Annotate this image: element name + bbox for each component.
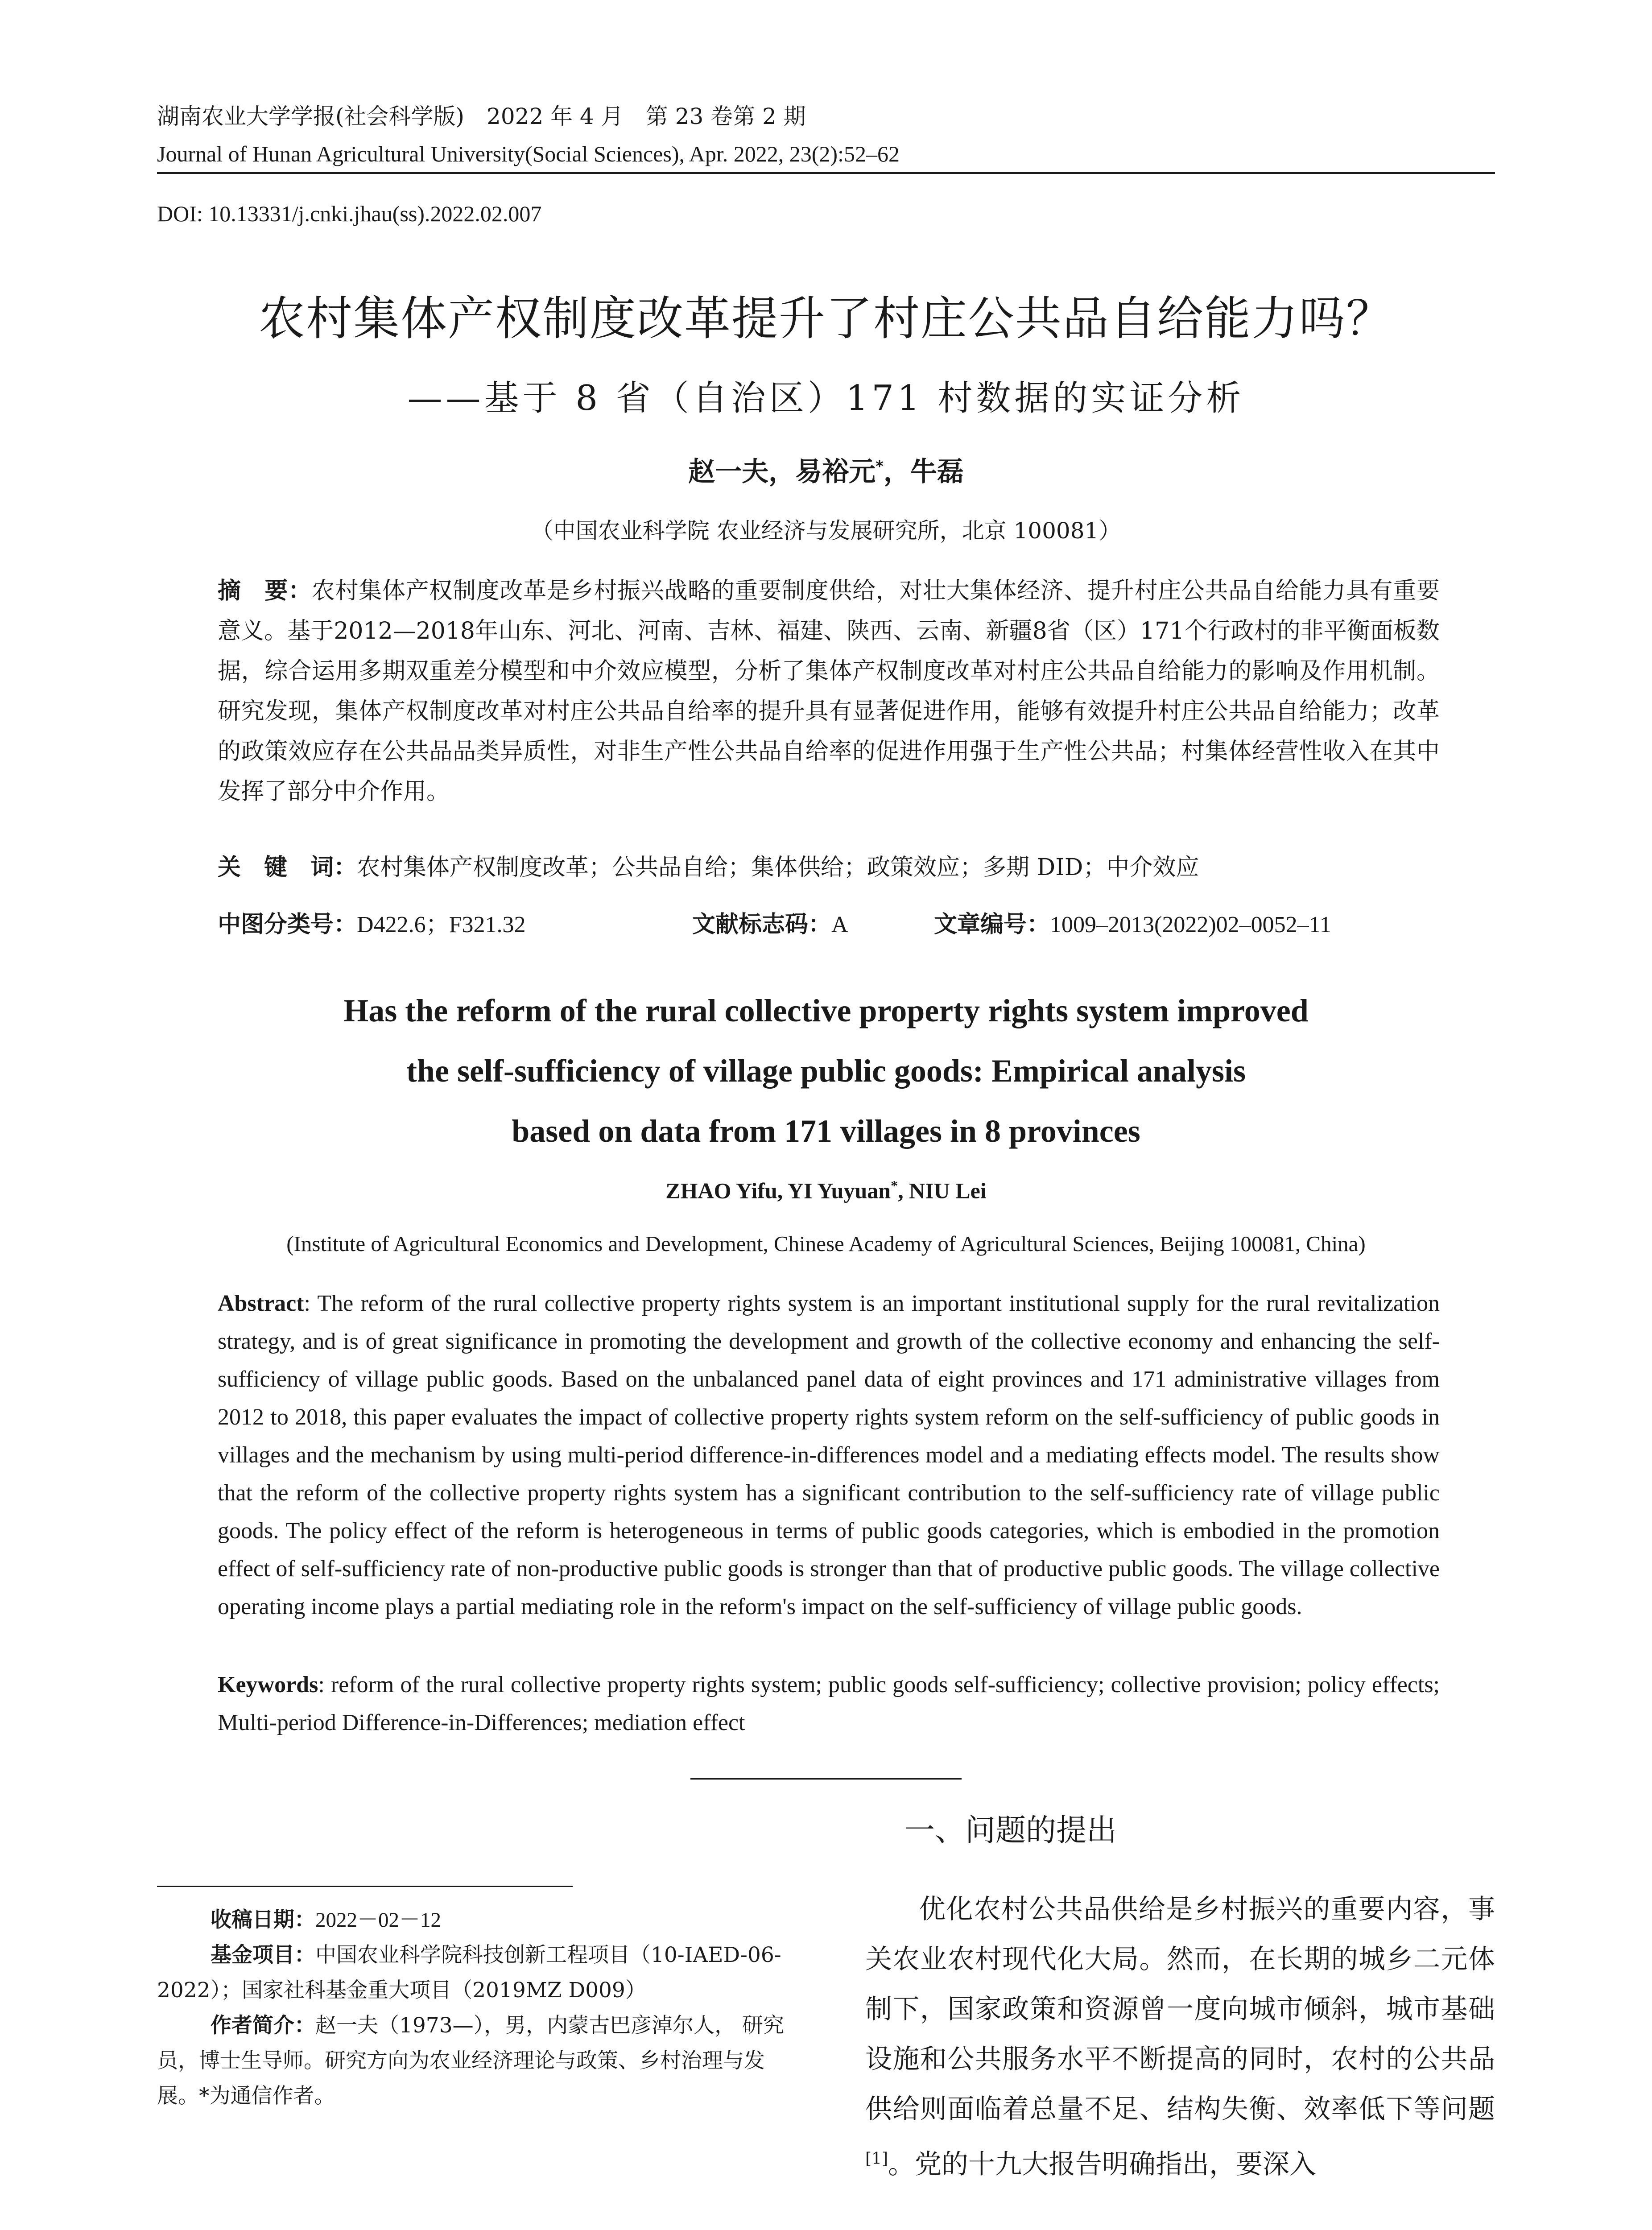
footnote-fund [157,1937,795,2008]
abstract-en-text: : The reform of the rural collective property rights system is an important institutional supply for the rural revitalization strategy, and is of great significance in promoting the development and growth of the collective economy and enhancing the self-sufficiency of village public goods. Based on the unbalanced panel data of eight provinces and 171 administrative villages from 2012 to 2018, this paper evaluates the impact of collective property rights system reform on the self-sufficiency of public goods in villages and the mechanism by using multi-period difference-in-differences model and a mediating effects model. The results show that the reform of the collective property rights system has a significant contribution to the self-sufficiency rate of village public goods. The policy effect of the reform is heterogeneous in terms of public goods categories, which is embodied in the promotion effect of self-sufficiency rate of non-productive public goods is stronger than that of productive public goods. The village collective operating income plays a partial mediating role in the reform's impact on the self-sufficiency of village public goods. [218,1291,1440,1619]
journal-header-en: Journal of Hunan Agricultural University(Social Sciences), Apr. 2022, 23(2):52–62 [157,141,900,166]
abstract-cn-label: 摘 要： [218,578,312,604]
keywords-cn-text: 农村集体产权制度改革；公共品自给；集体供给；政策效应；多期 DID；中介效应 [357,854,1199,881]
received-label: 收稿日期： [211,1908,315,1932]
affiliation-cn: （中国农业科学院 农业经济与发展研究所，北京 100081） [531,518,1121,544]
bio-value: 赵一夫（1973—），男，内蒙古巴彦淖尔人， 研究员，博士生导师。研究方向为农业经济理论与政策、乡村治理与发展。*为通信作者。 [157,2013,785,2108]
article-number-label: 文章编号： [934,911,1050,938]
bio-label: 作者简介： [211,2013,315,2038]
clc-value: D422.6；F321.32 [357,912,526,937]
header-rule [157,172,1495,174]
paper-title-en-line-2: the self-sufficiency of village public goods: Empirical analysis [406,1053,1246,1089]
fund-value: 中国农业科学院科技创新工程项目（10-IAED-06-2022）；国家社科基金重大项目（2019MZ D009） [157,1943,781,2003]
abstract-cn [218,571,1440,812]
keywords-cn [218,847,1440,888]
body-paragraph-tail: 。党的十九大报告明确指出，要深入 [888,2149,1316,2180]
doi: DOI: 10.13331/j.cnki.jhau(ss).2022.02.007 [157,201,542,226]
affiliation-en: (Institute of Agricultural Economics and Development, Chinese Academy of Agricultural Sciences, Beijing 100081, China) [286,1231,1366,1256]
document-code-label: 文献标志码： [692,911,832,938]
paper-title-en-line-1: Has the reform of the rural collective property rights system improved [343,993,1309,1028]
keywords-en [218,1666,1440,1742]
body-paragraph-text: 优化农村公共品供给是乡村振兴的重要内容，事关农业农村现代化大局。然而，在长期的城乡二元体制下，国家政策和资源曾一度向城市倾斜，城市基础设施和公共服务水平不断提高的同时，农村的公共品供给则面临着总量不足、结构失衡、效率低下等问题 [865,1894,1495,2125]
authors-cn-star: * [876,458,884,475]
paper-title-cn: 农村集体产权制度改革提升了村庄公共品自给能力吗？ [258,291,1393,346]
authors-en-star: * [891,1177,898,1193]
section-heading: 一、问题的提出 [904,1813,1117,1848]
abstract-cn-text: 农村集体产权制度改革是乡村振兴战略的重要制度供给，对壮大集体经济、提升村庄公共品自给能力具有重要意义。基于2012—2018年山东、河北、河南、吉林、福建、陕西、云南、新疆8省（区）171个行政村的非平衡面板数据，综合运用多期双重差分模型和中介效应模型，分析了集体产权制度改革对村庄公共品自给能力的影响及作用机制。研究发现，集体产权制度改革对村庄公共品自给率的提升具有显著促进作用，能够有效提升村庄公共品自给能力；改革的政策效应存在公共品品类异质性，对非生产性公共品自给率的促进作用强于生产性公共品；村集体经营性收入在其中发挥了部分中介作用。 [218,578,1440,805]
authors-en [0,1177,1652,1204]
keywords-en-label: Keywords [218,1672,318,1697]
received-value: 2022－02－12 [315,1908,441,1932]
footnote-rule [157,1886,573,1887]
keywords-en-text: : reform of the rural collective property rights system; public goods self-sufficiency; collective provision; policy effects; Multi-period Difference-in-Differences; mediation effect [218,1672,1440,1735]
authors-en-tail: , NIU Lei [898,1178,987,1203]
body-paragraph [865,1884,1495,2189]
authors-en-main: ZHAO Yifu, YI Yuyuan [665,1178,891,1203]
authors-cn-main: 赵一夫，易裕元 [688,456,876,487]
abstract-separator-rule [690,1778,962,1780]
fund-label: 基金项目： [211,1943,315,1967]
clc-number [218,905,526,941]
paper-title-en-line-3: based on data from 171 villages in 8 provinces [512,1113,1140,1149]
authors-cn-tail: ，牛磊 [883,456,964,487]
paper-subtitle-cn: ——基于 8 省（自治区）171 村数据的实证分析 [407,378,1245,418]
journal-header-cn: 湖南农业大学学报(社会科学版) 2022 年 4 月 第 23 卷第 2 期 [157,103,806,129]
footnote-author-bio [157,2008,795,2114]
citation-ref: [1] [865,2150,888,2168]
footnote-received [157,1902,795,1938]
abstract-en-label: Abstract [218,1291,304,1316]
abstract-en [218,1284,1440,1626]
document-code-value: A [831,912,848,937]
document-code [692,905,848,941]
authors-cn [0,450,1652,489]
article-number [934,905,1331,941]
article-number-value: 1009–2013(2022)02–0052–11 [1050,912,1331,937]
keywords-cn-label: 关 键 词： [218,854,357,881]
clc-label: 中图分类号： [218,911,357,938]
